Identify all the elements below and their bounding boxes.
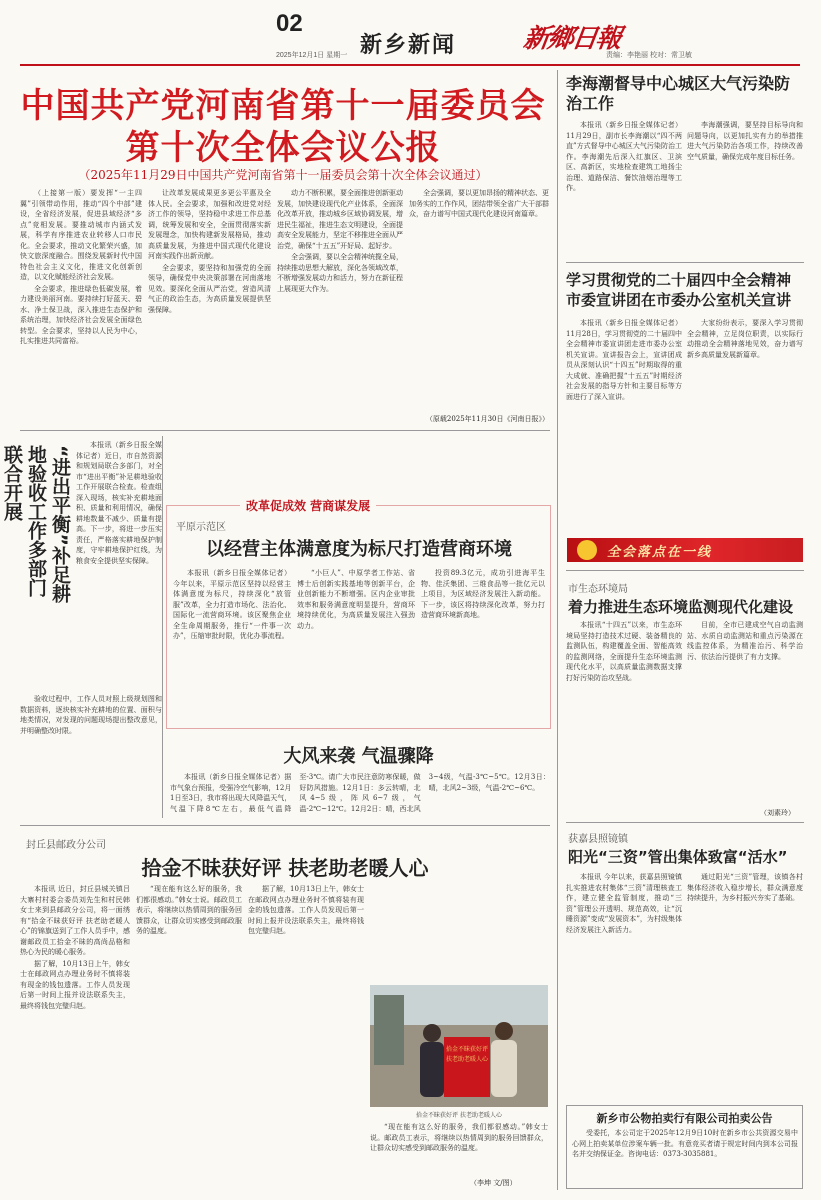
weather-text: 本报讯（新乡日报全媒体记者）据市气象台预报，受强冷空气影响，12月1日至3日，我市将出现大风降温天气，气温下降8℃左右，最低气温降至-3℃。请广大市民注意防寒保暖，做好防风措施。12月1日：多云转晴，北风4~5级，阵风6~7级，气温-2℃~12℃。12月2日：晴，西北风3~4级，气温-3℃~5℃。12月3日：晴，北风2~3级，气温-2℃~6℃。 bbox=[170, 773, 550, 813]
bottom-col1-text-2: 据了解，10月13日上午，韩女士在邮政网点办理业务时不慎将装有现金的钱包遗落。工作人员发现后第一时间上报并设法联系失主，最终将钱包完璧归赵。 bbox=[20, 959, 130, 1010]
right1-headline[interactable]: 李海潮督导中心城区大气污染防治工作 bbox=[566, 74, 791, 113]
lead-column-3 bbox=[277, 188, 403, 425]
right3-text-2: 目前，全市已建成空气自动监测站、水质自动监测站和重点污染源在线监控体系，为精准治污、科学治污、依法治污提供了有力支撑。 bbox=[687, 621, 803, 661]
huojia-kicker: 获嘉县照镜镇 bbox=[568, 834, 628, 845]
bottom-col4-text: “现在能有这么好的服务，我们都很感动。”韩女士说。邮政员工表示，将继续以热情周到的服务回馈群众，让群众切实感受到邮政服务的温度。 bbox=[370, 1123, 548, 1152]
auction-text: 受委托，本公司定于2025年12月9日10时在新乡市公共资源交易中心网上拍卖某单位涉案车辆一批。有意竞买者请于规定时间内到本公司报名并交纳保证金。咨询电话：0373-3035881。 bbox=[572, 1129, 798, 1158]
masthead-rule bbox=[20, 64, 800, 66]
weather-body bbox=[170, 772, 550, 822]
left-story-body-2 bbox=[20, 694, 162, 819]
reform-col2-text: “小巨人”、中原学者工作站、省博士后创新实践基地等创新平台，企业创新能力不断增强。区内企业审批效率和服务满意度明显提升，营商环境持续优化，为高质量发展注入强劲动力。 bbox=[297, 569, 415, 630]
bottom-column-4 bbox=[370, 1122, 548, 1180]
right3-rule bbox=[566, 822, 804, 823]
bottom-col3-text: 据了解，10月13日上午，韩女士在邮政网点办理业务时不慎将装有现金的钱包遗落。工作人员发现后第一时间上报并设法联系失主，最终将钱包完璧归赵。 bbox=[248, 885, 364, 935]
right3-kicker: 市生态环境局 bbox=[568, 584, 628, 595]
reform-column-2 bbox=[297, 568, 415, 722]
right2-column-1 bbox=[566, 318, 682, 533]
lead-headline-line1[interactable]: 中国共产党河南省第十一届委员会 bbox=[20, 86, 546, 126]
editor-credits: 责编：李艳丽 校对：常卫敏 bbox=[606, 52, 692, 59]
bottom-column-3 bbox=[248, 884, 364, 1190]
lead-col1-text-2: 全会要求，推进绿色低碳发展，着力建设美丽河南。要持续打好蓝天、碧水、净土保卫战，深入推进生态保护和系统治理，加快经济社会发展全面绿色转型。全会要求，坚持以人民为中心，扎实推进共同富裕。 bbox=[20, 284, 142, 345]
huojia-headline[interactable]: 阳光“三资”管出集体致富“活水” bbox=[568, 848, 788, 866]
right2-column-2 bbox=[687, 318, 803, 533]
lead-col2-text: 让改革发展成果更多更公平惠及全体人民。全会要求，加强和改进党对经济工作的领导，坚持稳中求进工作总基调，统筹发展和安全，全面贯彻落实新发展理念，加快构建新发展格局，推动高质量发展，为推进中国式现代化建设河南实践作出新贡献。 bbox=[148, 189, 271, 260]
reform-headline[interactable]: 以经营主体满意度为标尺打造营商环境 bbox=[206, 539, 512, 560]
bottom-headline[interactable]: 拾金不昧获好评 扶老助老暖人心 bbox=[141, 856, 429, 880]
bottom-col1-text: 本报讯 近日，封丘县城关镇吕大寨村村委会委员刘先生和村民韩女士来到县邮政分公司，将一面绣有“拾金不昧获好评 扶老助老暖人心”的锦旗送到了工作人员手中，感谢邮政员工拾金不昧的高尚品格和热心为民的暖心服务。 bbox=[20, 885, 130, 956]
photo-caption: 拾金不昧获好评 扶老助老暖人心 bbox=[416, 1112, 502, 1119]
banner-text-2: 扶老助老暖人心 bbox=[445, 1056, 489, 1063]
right1-text-2: 李海潮强调，要坚持目标导向和问题导向，以更加扎实有力的举措推进大气污染防治各项工作，持续改善空气质量，确保完成年度目标任务。 bbox=[687, 121, 803, 161]
left-story-body bbox=[76, 440, 162, 690]
party-banner-text: 全会落点在一线 bbox=[607, 545, 713, 560]
left-story-title[interactable]: “进出平衡”补足耕地验收工作多部门联合开展 bbox=[1, 445, 71, 603]
right3-column-1 bbox=[566, 620, 682, 820]
huojia-column-1 bbox=[566, 872, 682, 1098]
bottom-signature: （李坤 文/图） bbox=[470, 1179, 517, 1187]
newspaper-logo: 新鄉日報 bbox=[521, 24, 622, 54]
lead-col2-text-2: 全会要求，要坚持和加强党的全面领导，确保党中央决策部署在河南落地见效。要深化全面从严治党，营造风清气正的政治生态，为高质量发展提供坚强保障。 bbox=[148, 263, 271, 314]
right2-text-2: 大家纷纷表示，要深入学习贯彻全会精神，立足岗位职责，以实际行动推动全会精神落地见效，奋力谱写新乡高质量发展新篇章。 bbox=[687, 319, 803, 359]
bottom-column-2 bbox=[136, 884, 242, 1190]
bottom-col2-text: “现在能有这么好的服务，我们都很感动。”韩女士说。邮政员工表示，将继续以热情周到的服务回馈群众，让群众切实感受到邮政服务的温度。 bbox=[136, 885, 242, 935]
party-emblem-icon bbox=[577, 540, 597, 560]
lead-col3-text-2: 全会强调，要以全会精神统揽全局，持续推动思想大解放，深化各领域改革，不断增强发展动力和活力，努力在新征程上展现更大作为。 bbox=[277, 253, 403, 293]
reform-dept: 平原示范区 bbox=[176, 522, 226, 533]
lead-column-1 bbox=[20, 188, 142, 425]
reform-kicker: 改革促成效 营商谋发展 bbox=[240, 497, 376, 514]
left-story-text: 本报讯（新乡日报全媒体记者）近日，市自然资源和规划局联合多部门，对全市“进出平衡”补足耕地验收工作开展联合检查。检查组深入现场，核实补充耕地面积、质量和利用情况，确保耕地数量不减少、质量有提高。下一步，将进一步压实责任，严格落实耕地保护制度，守牢耕地保护红线，为粮食安全提供坚实保障。 bbox=[76, 441, 162, 565]
right1-column-1 bbox=[566, 120, 682, 256]
news-photo[interactable] bbox=[370, 985, 548, 1107]
huojia-text: 本报讯 今年以来，获嘉县照镜镇扎实推进农村集体“三资”清理核查工作，建立健全监管制度，推动“三资”管理公开透明、规范高效，让“沉睡资源”变成“发展资本”，为村级集体经济发展注入新活力。 bbox=[566, 873, 682, 934]
right3-headline[interactable]: 着力推进生态环境监测现代化建设 bbox=[568, 598, 794, 616]
right2-text: 本报讯（新乡日报全媒体记者）11月28日，学习贯彻党的二十届四中全会精神市委宣讲团走进市委办公室机关宣讲。宣讲报告会上，宣讲团成员从深刻认识“十四五”时期取得的重大成就、准确把握“十五五”时期经济社会发展的指导方针和主要目标等方面进行了深入宣讲。 bbox=[566, 319, 682, 401]
weather-headline[interactable]: 大风来袭 气温骤降 bbox=[283, 746, 434, 767]
page-number: 02 bbox=[276, 10, 303, 37]
reform-column-3 bbox=[421, 568, 545, 722]
right3-column-2 bbox=[687, 620, 803, 810]
photo-illustration bbox=[370, 985, 548, 1107]
huojia-text-2: 通过阳光“三资”管理，该镇各村集体经济收入稳步增长，群众满意度持续提升，为乡村振兴夯实了基础。 bbox=[687, 873, 803, 902]
right1-column-2 bbox=[687, 120, 803, 256]
reform-column-1 bbox=[173, 568, 291, 722]
dateline: 2025年12月1日 星期一 bbox=[276, 52, 348, 59]
section-title: 新乡新闻 bbox=[360, 32, 457, 57]
right2-rule bbox=[566, 570, 804, 571]
lead-headline-line2[interactable]: 第十次全体会议公报 bbox=[125, 128, 441, 168]
right3-text: 本报讯“十四五”以来，市生态环境局坚持打造技术过硬、装备精良的监测队伍，构建覆盖全面、智能高效的监测网络，全面提升生态环境监测现代化水平，以高质量监测数据支撑打好污染防治攻坚战。 bbox=[566, 621, 682, 682]
lead-column-4 bbox=[409, 188, 549, 416]
lead-bottom-rule bbox=[20, 430, 550, 431]
banner-text-1: 拾金不昧获好评 bbox=[445, 1046, 489, 1053]
right3-signature: （刘素玲） bbox=[760, 809, 795, 817]
auction-title[interactable]: 新乡市公物拍卖行有限公司拍卖公告 bbox=[596, 1112, 773, 1125]
right1-rule bbox=[566, 262, 804, 263]
lead-column-2 bbox=[148, 188, 271, 425]
reform-col3-text: 投资89.3亿元，成功引进海平生物、佳沃集团、三维食品等一批亿元以上项目，为区域经济发展注入新动能。下一步，该区将持续深化改革，努力打造营商环境新高地。 bbox=[421, 569, 545, 619]
auction-body bbox=[572, 1128, 798, 1186]
lead-subtitle: （2025年11月29日中国共产党河南省第十一届委员会第十次全体会议通过） bbox=[78, 168, 488, 182]
right2-headline[interactable]: 学习贯彻党的二十届四中全会精神市委宣讲团在市委办公室机关宣讲 bbox=[566, 271, 792, 309]
left-story-text-2: 验收过程中，工作人员对照上级规划图和数据资料，逐块核实补充耕地的位置、面积与地类情况，对发现的问题现场提出整改意见，并明确整改时限。 bbox=[20, 695, 162, 735]
weather-bottom-rule bbox=[20, 825, 550, 826]
huojia-column-2 bbox=[687, 872, 803, 1098]
left-column-rule bbox=[162, 436, 163, 818]
bottom-kicker: 封丘县邮政分公司 bbox=[26, 840, 106, 851]
lead-source-note: （原载2025年11月30日《河南日报》） bbox=[425, 415, 549, 423]
reform-col1-text: 本报讯（新乡日报全媒体记者）今年以来，平原示范区坚持以经营主体满意度为标尺，持续深化“放管服”改革，全力打造市场化、法治化、国际化一流营商环境。该区聚焦企业全生命周期服务，推行“一件事一次办”，压缩审批时限，优化办事流程。 bbox=[173, 569, 291, 640]
lead-col1-text: （上接第一版）要发挥“一主四翼”引领带动作用，推动“四个中部”建设，全省经济发展，促进县域经济“多点”竞相发展。要推动城市内涵式发展，科学有序推进农业转移人口市民化。全会要求，推动文化繁荣兴盛，加快文旅深度融合。围绕发展新时代中国特色社会主义文化，推进文化创新创造，以文化赋能经济社会发展。 bbox=[20, 189, 142, 281]
lead-col4-text: 全会强调，要以更加昂扬的精神状态、更加务实的工作作风，团结带领全省广大干部群众，奋力谱写中国式现代化建设河南篇章。 bbox=[409, 189, 549, 218]
lead-col3-text: 动力不断积累，要全面推进创新驱动发展，加快建设现代化产业体系，全面深化改革开放，推动城乡区域协调发展，增进民生福祉，推进生态文明建设，全面提高安全发展能力，坚定不移推进全面从严治党，确保“十五五”开好局、起好步。 bbox=[277, 189, 403, 250]
right1-text: 本报讯（新乡日报全媒体记者）11月29日，副市长李海潮以“四不两直”方式督导中心城区大气污染防治工作。李海潮先后深入红旗区、卫滨区、高新区，实地检查建筑工地扬尘治理、道路保洁、餐饮油烟治理等工作。 bbox=[566, 121, 682, 192]
party-banner bbox=[567, 538, 803, 562]
bottom-column-1 bbox=[20, 884, 130, 1190]
main-column-rule bbox=[557, 70, 558, 1190]
